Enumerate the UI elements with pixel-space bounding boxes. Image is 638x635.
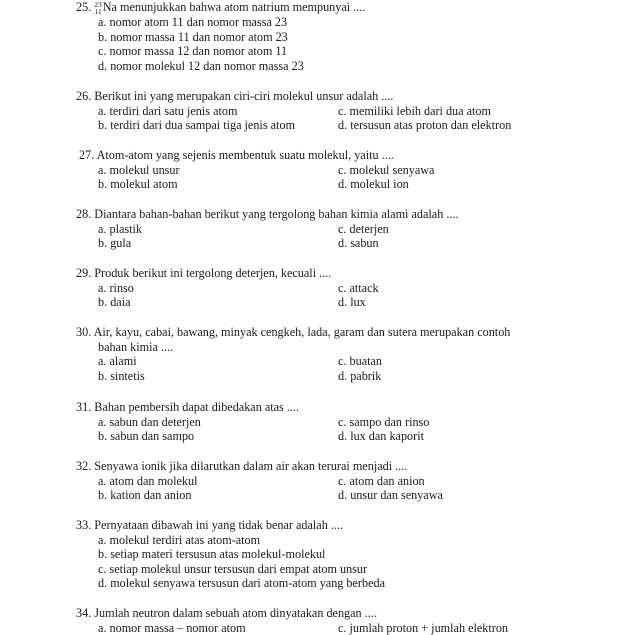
- question-stem: 28. Diantara bahan-bahan berikut yang tergolong bahan kimia alami adalah ....: [76, 207, 459, 221]
- option-d: d. lux: [338, 295, 366, 310]
- question-number: 25.: [76, 0, 92, 14]
- question-31: [76, 400, 596, 444]
- option-a: a. terdiri dari satu jenis atom: [98, 103, 238, 118]
- option-c: c. sampo dan rinso: [338, 414, 430, 429]
- option-b: b. gula: [98, 236, 132, 251]
- option-d: d. pabrik: [338, 368, 382, 383]
- option-a: a. plastik: [98, 221, 143, 236]
- option-a: a. nomor massa – nomor atom: [98, 621, 246, 635]
- question-stem: 27. Atom-atom yang sejenis membentuk suatu molekul, yaitu ....: [79, 148, 394, 162]
- question-text: Na menunjukkan bahwa atom natrium mempunyai ....: [102, 0, 366, 14]
- question-stem: 30. Air, kayu, cabai, bawang, minyak cengkeh, lada, garam dan sutera merupakan contoh: [76, 325, 511, 339]
- options-grid: [76, 222, 596, 251]
- option-a: a. nomor atom 11 dan nomor massa 23: [98, 15, 288, 30]
- option-d: d. molekul senyawa tersusun dari atom-atom yang berbeda: [98, 576, 385, 591]
- option-c: c. deterjen: [338, 221, 389, 236]
- question-stem: [76, 0, 596, 15]
- option-a: a. molekul unsur: [98, 162, 180, 177]
- option-b: b. nomor massa 11 dan nomor atom 23: [98, 29, 288, 44]
- options-grid: [76, 415, 596, 444]
- question-30: [76, 325, 596, 383]
- question-stem: 32. Senyawa ionik jika dilarutkan dalam air akan terurai menjadi ....: [76, 459, 408, 473]
- option-d: d. lux dan kaporit: [338, 429, 424, 444]
- options-grid: [76, 104, 596, 133]
- mass-number: 23: [94, 0, 102, 10]
- question-stem: 31. Bahan pembersih dapat dibedakan atas ....: [76, 400, 300, 414]
- option-a: a. rinso: [98, 280, 134, 295]
- option-d: d. nomor molekul 12 dan nomor massa 23: [98, 58, 304, 73]
- isotope-notation: [94, 1, 102, 15]
- option-c: c. setiap molekul unsur tersusun dari empat atom unsur: [98, 561, 368, 576]
- option-b: b. sabun dan sampo: [98, 429, 195, 444]
- atomic-number: 11: [94, 7, 102, 17]
- option-b: b. daia: [98, 295, 131, 310]
- question-29: [76, 266, 596, 310]
- option-a: a. molekul terdiri atas atom-atom: [98, 532, 261, 547]
- option-b: b. sintetis: [98, 368, 145, 383]
- option-b: b. setiap materi tersusun atas molekul-molekul: [98, 547, 326, 562]
- question-34: [76, 606, 596, 621]
- option-a: a. atom dan molekul: [98, 473, 198, 488]
- option-c: c. nomor massa 12 dan nomor atom 11: [98, 44, 288, 59]
- options-grid: [79, 163, 599, 192]
- question-28: [76, 207, 596, 251]
- option-b: b. kation dan anion: [98, 488, 192, 503]
- option-a: a. sabun dan deterjen: [98, 414, 201, 429]
- option-c: c. molekul senyawa: [338, 162, 435, 177]
- question-27: [79, 148, 599, 192]
- option-d: d. sabun: [338, 236, 379, 251]
- options-grid: [76, 474, 596, 503]
- question-26: [76, 89, 596, 133]
- option-b: b. molekul atom: [98, 177, 178, 192]
- option-c: c. buatan: [338, 354, 382, 369]
- question-stem: 34. Jumlah neutron dalam sebuah atom dinyatakan dengan ....: [76, 606, 377, 620]
- options-list: [76, 533, 596, 591]
- question-stem-continued: bahan kimia ....: [98, 339, 174, 354]
- question-stem: 29. Produk berikut ini tergolong deterjen, kecuali ....: [76, 266, 332, 280]
- question-33: [76, 518, 596, 591]
- option-c: c. memiliki lebih dari dua atom: [338, 103, 491, 118]
- question-32: [76, 459, 596, 503]
- option-c: c. jumlah proton + jumlah elektron: [338, 621, 509, 635]
- question-stem: 26. Berikut ini yang merupakan ciri-ciri molekul unsur adalah ....: [76, 89, 394, 103]
- options-grid: [76, 354, 596, 383]
- question-34-options-partial: [98, 621, 538, 635]
- question-25: [76, 0, 596, 74]
- option-d: d. molekul ion: [338, 177, 409, 192]
- option-d: d. tersusun atas proton dan elektron: [338, 118, 512, 133]
- option-a: a. alami: [98, 354, 137, 369]
- option-c: c. attack: [338, 280, 379, 295]
- options-grid: [76, 281, 596, 310]
- option-d: d. unsur dan senyawa: [338, 488, 443, 503]
- question-stem: 33. Pernyataan dibawah ini yang tidak benar adalah ....: [76, 518, 344, 532]
- option-c: c. atom dan anion: [338, 473, 425, 488]
- option-b: b. terdiri dari dua sampai tiga jenis atom: [98, 118, 295, 133]
- options-list: [76, 15, 596, 73]
